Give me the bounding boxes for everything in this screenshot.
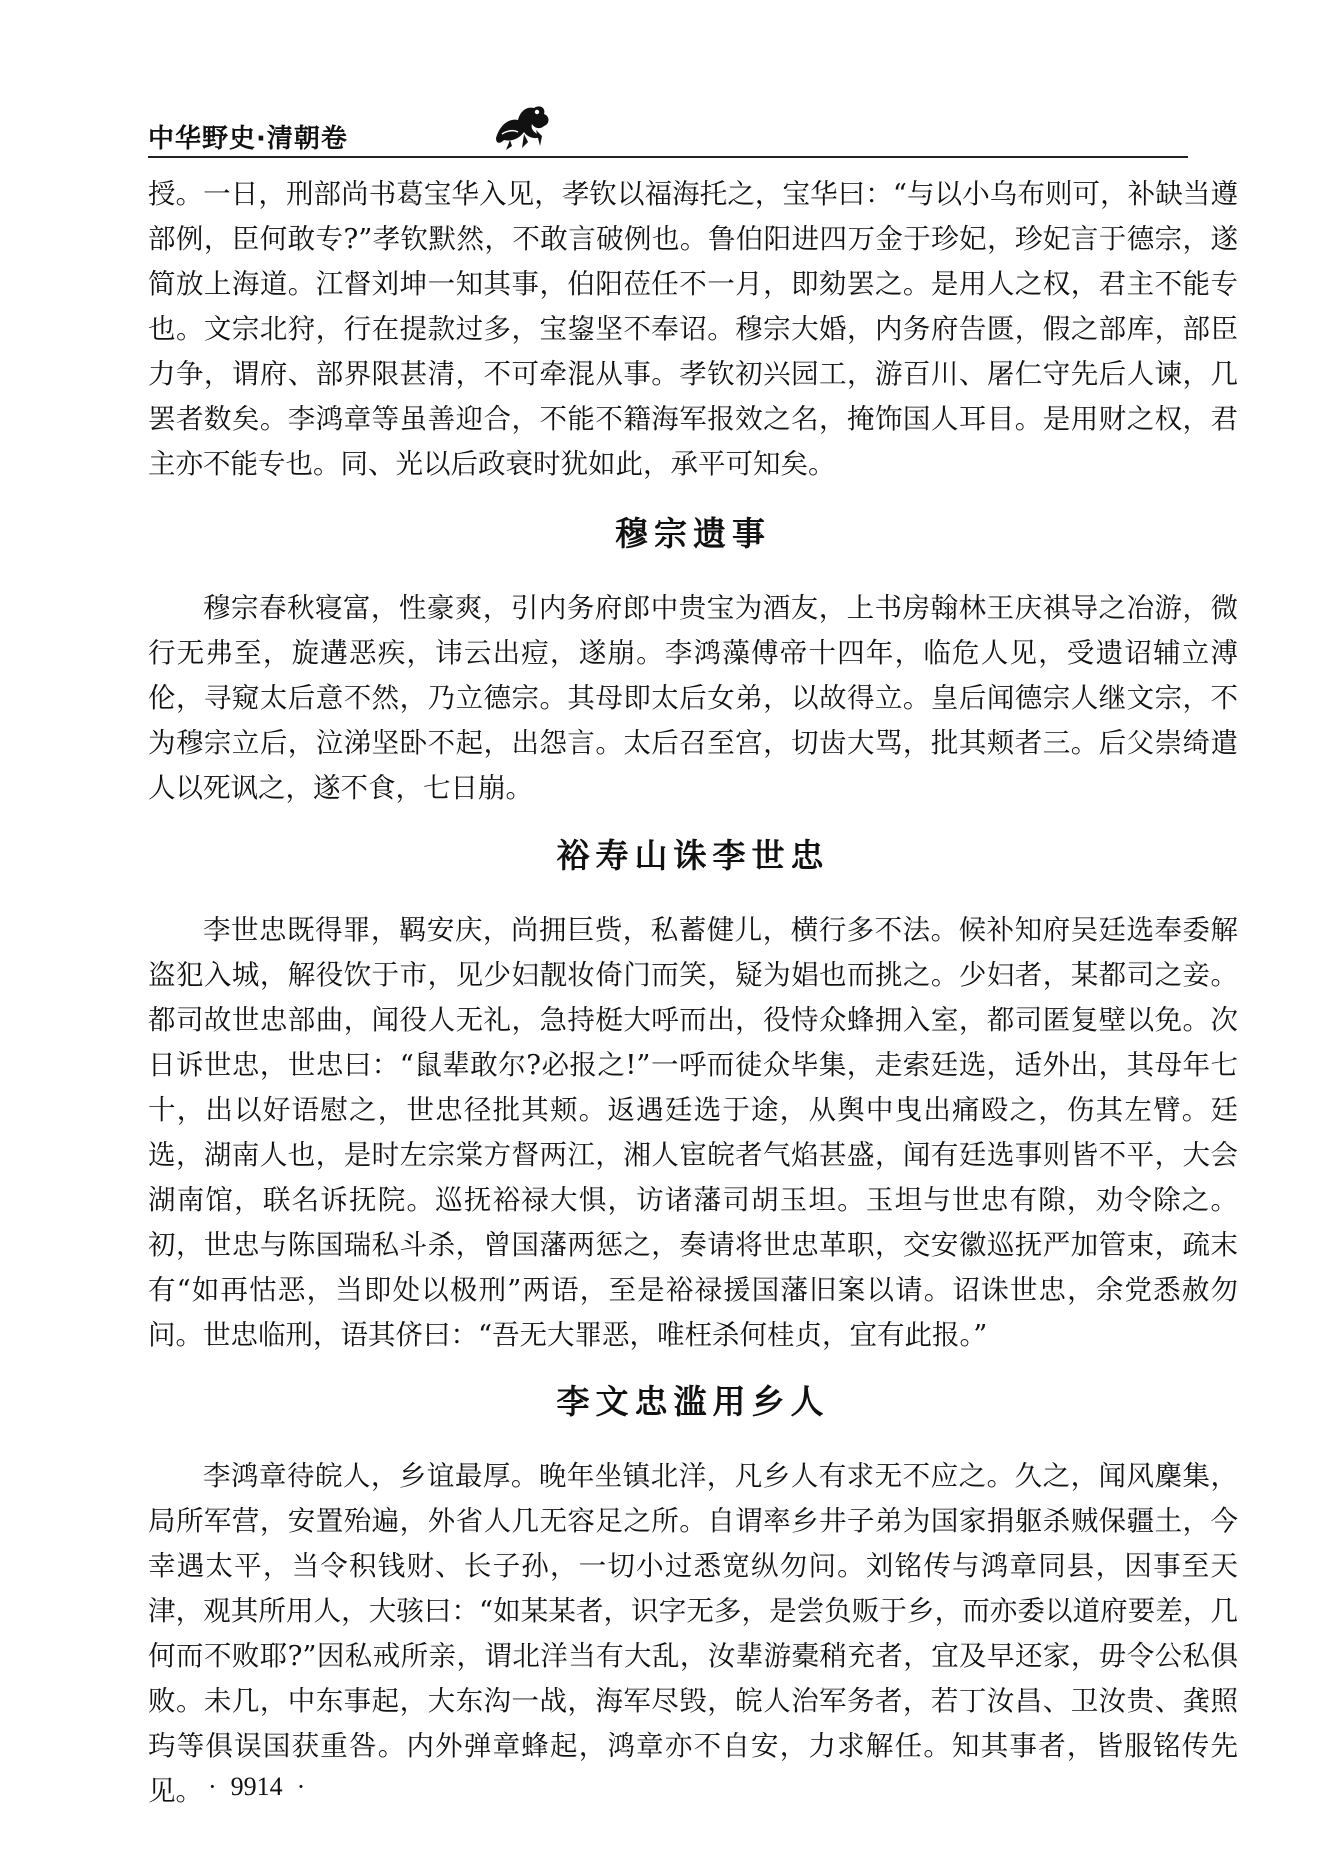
- section-title-liwenzhong: 李文忠滥用乡人: [556, 1382, 830, 1421]
- section-body-yushoushan: 李世忠既得罪，羁安庆，尚拥巨赀，私蓄健儿，横行多不法。候补知府吴廷选奉委解盗犯入城，解役饮于市，见少妇靓妆倚门而笑，疑为娼也而挑之。少妇者，某都司之妾。都司故世忠部曲，闻役人无礼，急持梃大呼而出，役恃众蜂拥入室，都司匿复壁以免。次日诉世忠，世忠曰：“鼠辈敢尔?必报之!”一呼而徒众毕集，走索廷选，适外出，其母年七十，出以好语慰之，世忠径批其颊。返遇廷选于途，从舆中曳出痛殴之，伤其左臂。廷选，湖南人也，是时左宗棠方督两江，湘人宦皖者气焰甚盛，闻有廷选事则皆不平，大会湖南馆，联名诉抚院。巡抚裕禄大惧，访诸藩司胡玉坦。玉坦与世忠有隙，劝令除之。初，世忠与陈国瑞私斗杀，曾国藩两惩之，奏请将世忠革职，交安徽巡抚严加管束，疏末有“如再怙恶，当即处以极刑”两语，至是裕禄援国藩旧案以请。诏诛世忠，余党悉赦勿问。世忠临刑，语其侪曰：“吾无大罪恶，唯枉杀何桂贞，宜有此报。”: [148, 914, 1238, 1351]
- page-number-footer: [194, 1772, 319, 1802]
- page-number: 9914: [230, 1772, 283, 1801]
- folio-dot-left: ·: [208, 1772, 217, 1801]
- section-title-yushoushan: 裕寿山诛李世忠: [556, 836, 830, 875]
- section-body-liwenzhong: 李鸿章待皖人，乡谊最厚。晚年坐镇北洋，凡乡人有求无不应之。久之，闻风麇集，局所军营，安置殆遍，外省人几无容足之所。自谓率乡井子弟为国家捐躯杀贼保疆土，今幸遇太平，当令积钱财、长子孙，一切小过悉宽纵勿问。刘铭传与鸿章同县，因事至天津，观其所用人，大骇曰：“如某某者，识字无多，是尝负贩于乡，而亦委以道府要差，几何而不败耶?”因私戒所亲，谓北洋当有大乱，汝辈游橐稍充者，宜及早还家，毋令公私俱败。未几，中东事起，大东沟一战，海军尽毁，皖人治军务者，若丁汝昌、卫汝贵、龚照玙等俱误国获重咎。内外弹章蜂起，鸿章亦不自安，力求解任。知其事者，皆服铭传先见。: [148, 1460, 1238, 1807]
- section-body-muzong: 穆宗春秋寝富，性豪爽，引内务府郎中贵宝为酒友，上书房翰林王庆祺导之冶游，微行无弗至，旋遘恶疾，讳云出痘，遂崩。李鸿藻傅帝十四年，临危人见，受遗诏辅立溥伦，寻窥太后意不然，乃立德宗。其母即太后女弟，以故得立。皇后闻德宗人继文宗，不为穆宗立后，泣涕坚卧不起，出怨言。太后召至宫，切齿大骂，批其颊者三。后父崇绮遣人以死讽之，遂不食，七日崩。: [148, 592, 1238, 804]
- running-title: 中华野史·清朝卷: [148, 124, 348, 154]
- folio-dot-right: ·: [296, 1772, 306, 1801]
- section-title-muzong: 穆宗遗事: [615, 514, 771, 553]
- header-rule: [148, 156, 1188, 158]
- running-head: [148, 112, 1188, 162]
- continued-paragraph: 授。一日，刑部尚书葛宝华入见，孝钦以福海托之，宝华曰：“与以小乌布则可，补缺当遵部例，臣何敢专?”孝钦默然，不敢言破例也。鲁伯阳进四万金于珍妃，珍妃言于德宗，遂简放上海道。江督刘坤一知其事，伯阳莅任不一月，即劾罢之。是用人之权，君主不能专也。文宗北狩，行在提款过多，宝鋆坚不奉诏。穆宗大婚，内务府告匮，假之部库，部臣力争，谓府、部界限甚清，不可牵混从事。孝钦初兴园工，游百川、屠仁守先后人谏，几罢者数矣。李鸿章等虽善迎合，不能不籍海军报效之名，掩饰国人耳目。是用财之权，君主亦不能专也。同、光以后政衰时犹如此，承平可知矣。: [148, 178, 1238, 480]
- dragon-emblem-icon: [490, 94, 554, 152]
